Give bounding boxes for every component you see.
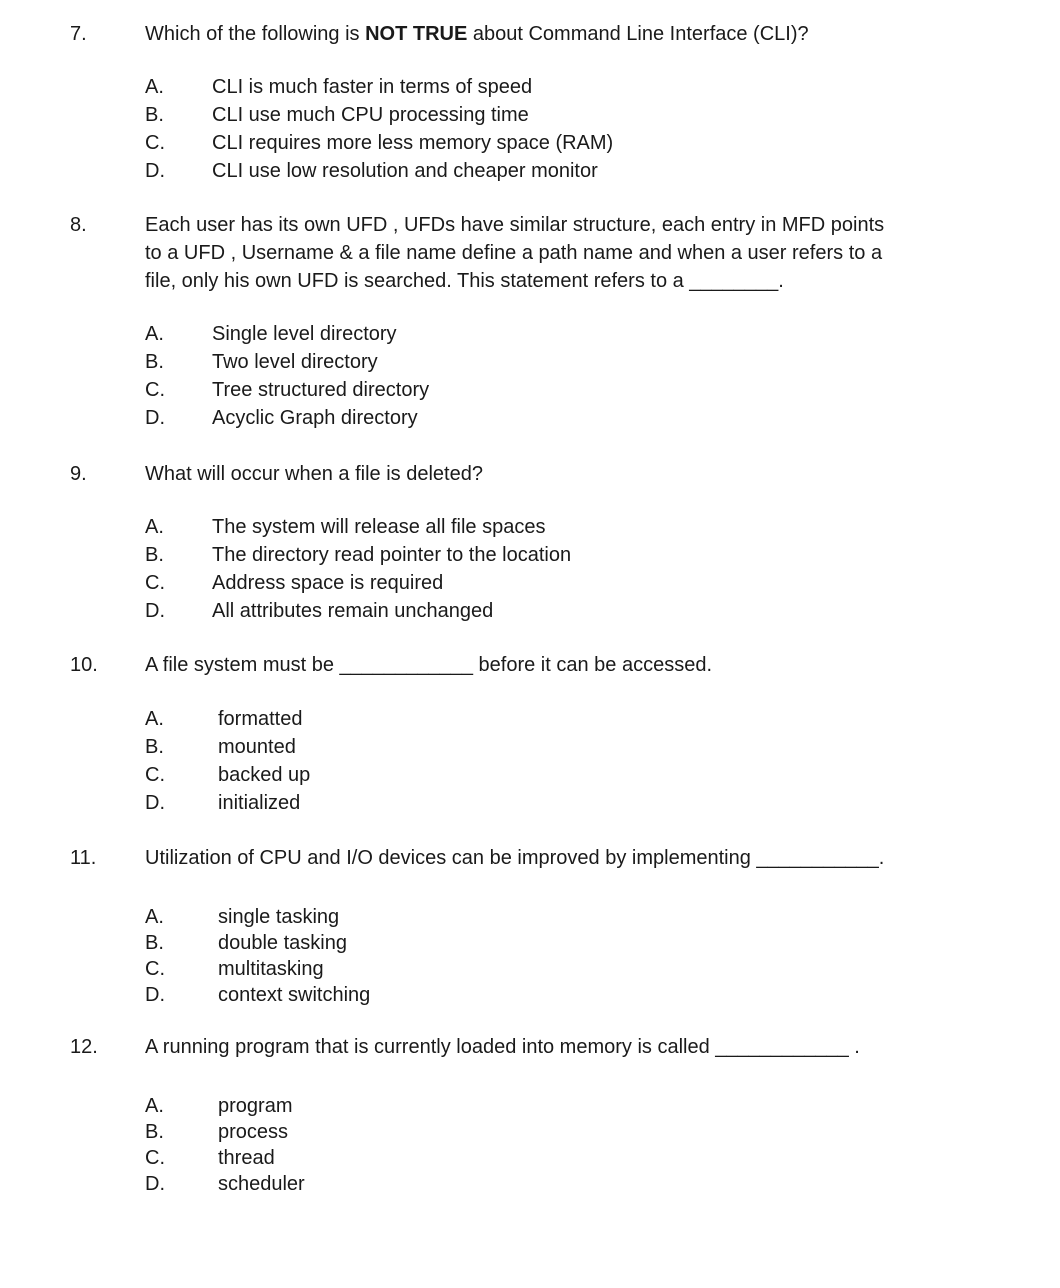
question-number: 11.	[70, 847, 97, 869]
question-number: 10.	[70, 654, 98, 676]
question-text: What will occur when a file is deleted?	[145, 463, 483, 485]
question-number: 8.	[70, 214, 87, 236]
question-text: Which of the following is NOT TRUE about Command Line Interface (CLI)?	[145, 23, 809, 45]
exam-page: 7. Which of the following is NOT TRUE about Command Line Interface (CLI)? A. CLI is much faster in terms of speed B. CLI use much CPU processing time C. CLI requires more less memory space (RAM) D. CLI use low resolution and cheaper monitor 8. Each user has its own UFD , UFDs have similar structure, each entry in MFD points to a UFD , Username & a file name define a path name and when a user refers to a file, only his own UFD is searched. This statement refers to a ________. A. Single level directory B. Two level directory C. Tree structured directory D. Acyclic Graph directory 9. What will occur when a file is deleted? A. The system will release all file spaces B. The directory read pointer to the location C. Address space is required D. All attributes remain unchanged 10. A file system must be ____________ before it can be accessed. A. formatted B. mounted C. backed up D. initialized 11. Utilization of CPU and I/O devices can be improved by implementing ___________. A. single tasking B. double tasking C. multitasking D. context switching 12. A running program that is currently loaded into memory is called ____________ . A. program B. process C. thread D. scheduler	[0, 0, 1060, 1288]
question-text: A running program that is currently loaded into memory is called ____________ .	[145, 1036, 860, 1058]
question-number: 12.	[70, 1036, 98, 1058]
emphasis-text: NOT TRUE	[365, 23, 468, 45]
question-text: Utilization of CPU and I/O devices can be improved by implementing ___________.	[145, 847, 885, 869]
question-number: 7.	[70, 23, 87, 45]
question-text: A file system must be ____________ before it can be accessed.	[145, 654, 713, 676]
question-text: Each user has its own UFD , UFDs have similar structure, each entry in MFD points to a UFD , Username & a file name define a path name and when a user refers to a file, only his own UFD is searched. This statement refers to a ________.	[145, 214, 885, 292]
question-number: 9.	[70, 463, 87, 485]
